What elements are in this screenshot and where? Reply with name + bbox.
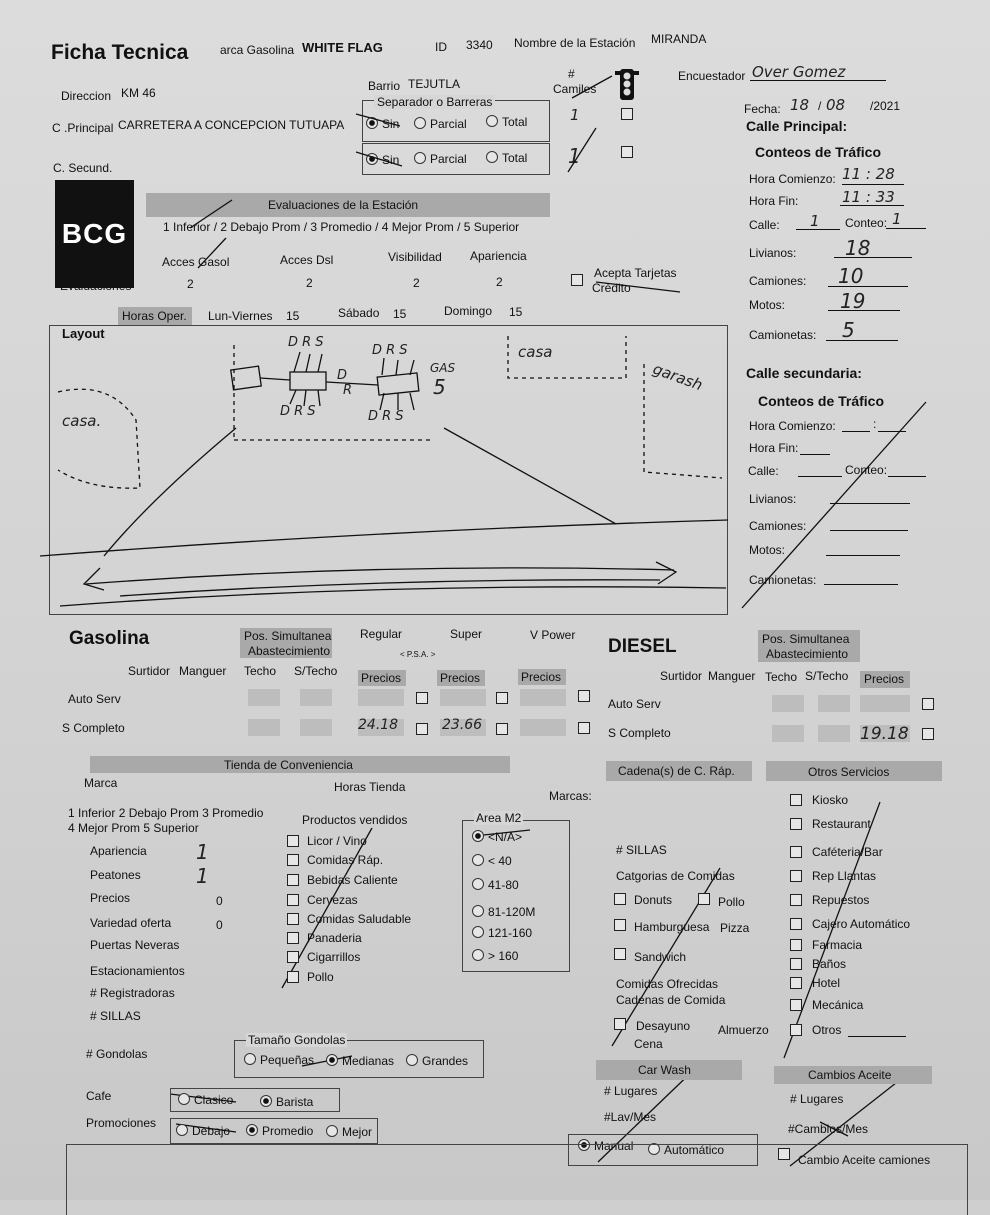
tienda-horas: Horas Tienda [334,780,406,794]
ts-colon: : [873,417,877,431]
tienda-apariencia-value: 1 [196,840,209,864]
fecha-year: /2021 [870,99,901,113]
tam-medianas[interactable]: Medianas [326,1054,394,1068]
ts-camiones-label: Camiones: [749,519,807,533]
otros-checkbox[interactable] [790,894,802,906]
diesel-as-stecho[interactable] [818,695,850,712]
diesel-abast-label: Abastecimiento [766,647,849,661]
area-option[interactable]: <N/A> [472,830,522,844]
diesel-s-completo-label: S Completo [608,726,671,740]
diesel-stecho: S/Techo [805,669,849,683]
tp-camionetas-label: Camionetas: [749,328,817,342]
promo-mejor[interactable]: Mejor [326,1125,372,1139]
otros-checkbox[interactable] [790,870,802,882]
layout-gas: GAS [430,361,456,375]
calle-principal-heading: Calle Principal: [746,118,848,134]
cat-sandwich-check[interactable] [614,948,626,960]
gas-as-vpower[interactable] [520,689,566,706]
aceite-cambios: #Cambios/Mes [788,1122,869,1136]
diesel-pos-label: Pos. Simultanea [762,632,850,646]
carwash-manual[interactable]: Manual [578,1139,633,1153]
cat-donuts: Donuts [634,893,673,907]
layout-label: Layout [62,326,105,341]
gas-abast-label: Abastecimiento [248,644,331,658]
gas-as-stecho[interactable] [300,689,332,706]
producto-checkbox[interactable] [287,913,299,925]
cat-title: Catgorias de Comidas [616,869,735,883]
acces-dsl-label: Acces Dsl [280,253,334,267]
ofrecidas-2: Cadenas de Comida [616,993,726,1007]
producto-checkbox[interactable] [287,874,299,886]
producto-checkbox[interactable] [287,951,299,963]
semaforo-principal-checkbox[interactable] [621,108,633,120]
cadenas-marcas: Marcas: [549,789,592,803]
producto-label: Cervezas [307,893,358,907]
cprincipal-value: CARRETERA A CONCEPCION TUTUAPA [118,118,345,132]
ts-calle-label: Calle: [748,464,779,478]
diesel-manguer: Manguer [708,669,756,683]
otros-title: Otros Servicios [808,765,890,779]
tienda-marca: Marca [84,776,118,790]
otros-label: Mecánica [812,998,864,1012]
tp-livianos-value: 18 [845,236,871,260]
encuestador-value: Over Gomez [752,63,846,81]
tienda-variedad-value: 0 [216,918,223,932]
layout-garage: garash [650,359,705,395]
tp-camionetas-value: 5 [842,318,855,342]
ofrecidas-1: Comidas Ofrecidas [616,977,719,991]
marca-value: WHITE FLAG [302,40,383,55]
acces-gasol-label: Acces Gasol [162,255,230,269]
otros-checkbox[interactable] [790,818,802,830]
tienda-peatones-value: 1 [196,864,209,888]
tienda-title: Tienda de Conveniencia [224,758,353,772]
psa-label: < P.S.A. > [400,650,436,659]
visibilidad-value: 2 [413,276,420,290]
layout-casa-right: casa [518,343,553,361]
precio-super-label: Precios [440,671,481,685]
diesel-sc-stecho[interactable] [818,725,850,742]
otros-label: Hotel [812,976,841,990]
cadenas-sillas: # SILLAS [616,843,667,857]
evaluaciones-title: Evaluaciones de la Estación [268,198,419,212]
carwash-lavmes: #Lav/Mes [604,1110,657,1124]
gas-s-completo-label: S Completo [62,721,125,735]
otros-label: Otros [812,1023,842,1037]
camiles-hash: # [568,67,575,81]
diesel-precios-label: Precios [864,672,905,686]
regular-label: Regular [360,627,403,641]
tarjetas-label: Acepta Tarjetas [594,266,677,280]
otros-checkbox[interactable] [790,1024,802,1036]
barrio-value: TEJUTLA [408,77,461,91]
layout-five: 5 [433,375,446,399]
dom-label: Domingo [444,304,493,318]
area-option[interactable]: > 160 [472,949,518,963]
producto-checkbox[interactable] [287,835,299,847]
semaforo-secund-checkbox[interactable] [621,146,633,158]
tienda-sillas-label: # SILLAS [90,1009,141,1023]
station-value: MIRANDA [651,32,707,46]
gas-sc-super-check[interactable] [496,723,508,735]
cs-parcial-option[interactable]: Parcial [414,152,467,166]
cat-sandwich: Sandwich [634,950,687,964]
tienda-variedad-label: Variedad oferta [90,916,172,930]
cp-sin-option[interactable]: Sin [366,117,399,131]
tp-conteo-value: 1 [892,210,902,228]
sab-value: 15 [393,307,407,321]
desayuno-check[interactable] [614,1018,626,1030]
gas-techo: Techo [244,664,277,678]
cat-hamburguesa-check[interactable] [614,919,626,931]
evaluaciones-row-label: Evaluaciones [60,279,132,293]
visibilidad-label: Visibilidad [388,250,442,264]
gas-sc-techo[interactable] [248,719,280,736]
ts-hora-comienzo-label: Hora Comienzo: [749,419,836,433]
tp-camiones-label: Camiones: [749,274,807,288]
tam-grandes[interactable]: Grandes [406,1054,468,1068]
area-option[interactable]: 81-120M [472,905,535,919]
tp-hora-fin-label: Hora Fin: [749,194,799,208]
area-title: Area M2 [476,811,522,825]
aceite-camiones: Cambio Aceite camiones [798,1153,931,1167]
id-label: ID [435,40,447,54]
productos-title: Productos vendidos [302,813,408,827]
conteos-secund-title: Conteos de Tráfico [758,393,885,409]
layout-d: D [337,368,348,383]
producto-checkbox[interactable] [287,971,299,983]
cafe-clasico[interactable]: Clasico [178,1093,233,1107]
producto-checkbox[interactable] [287,854,299,866]
credito-label: Crédito [592,281,631,295]
bcg-logo: BCG [55,180,134,288]
tienda-apariencia-label: Apariencia [90,844,147,858]
apariencia-label: Apariencia [470,249,527,263]
sab-label: Sábado [338,306,380,320]
lv-label: Lun-Viernes [208,309,273,323]
area-option[interactable]: 121-160 [472,926,532,940]
producto-label: Pollo [307,970,334,984]
otros-label: Repuestos [812,893,870,907]
gas-manguer: Manguer [179,664,227,678]
gas-as-regular[interactable] [358,689,404,706]
carwash-lugares: # Lugares [604,1084,658,1098]
layout-drs-2: D R S [372,343,408,358]
aceite-title: Cambios Aceite [808,1068,892,1082]
promo-promedio[interactable]: Promedio [246,1124,313,1138]
carwash-automatico[interactable]: Automático [648,1143,724,1157]
layout-drs-3: D R S [280,404,316,419]
layout-casa-left: casa. [62,412,102,430]
otros-checkbox[interactable] [790,918,802,930]
otros-checkbox[interactable] [790,794,802,806]
gas-as-regular-check[interactable] [416,692,428,704]
traffic-light-icon [614,68,640,102]
fecha-label: Fecha: [744,102,781,116]
producto-label: Bebidas Caliente [307,873,398,887]
price-regular-value: 24.18 [358,717,399,733]
producto-label: Cigarrillos [307,950,361,964]
layout-r: R [343,383,353,398]
cprincipal-label: C .Principal [52,121,114,135]
cat-hamburguesa: Hamburguesa [634,920,710,934]
eval-scale: 1 Inferior / 2 Debajo Prom / 3 Promedio / 4 Mejor Prom / 5 Superior [163,220,520,234]
tienda-neveras-label: Puertas Neveras [90,938,180,952]
station-label: Nombre de la Estación [514,36,636,50]
diesel-price-value: 19.18 [860,724,909,744]
super-label: Super [450,627,483,641]
producto-label: Comidas Ráp. [307,853,384,867]
cat-donuts-check[interactable] [614,893,626,905]
layout-drs-1: D R S [288,335,324,350]
tp-motos-value: 19 [840,289,866,313]
ts-livianos-label: Livianos: [749,492,797,506]
vpower-label: V Power [530,628,576,642]
gas-as-techo[interactable] [248,689,280,706]
area-option[interactable]: 41-80 [472,878,519,892]
otros-checkbox[interactable] [790,958,802,970]
carwash-title: Car Wash [638,1063,691,1077]
gasolina-title: Gasolina [69,628,150,649]
layout-frame [49,325,728,615]
area-option[interactable]: < 40 [472,854,512,868]
diesel-techo: Techo [765,670,798,684]
producto-checkbox[interactable] [287,932,299,944]
otros-label: Caféteria/Bar [812,845,883,859]
tp-camiones-value: 10 [838,264,864,288]
tam-title: Tamaño Gondolas [248,1033,346,1047]
gas-sc-stecho[interactable] [300,719,332,736]
marca-label: arca Gasolina [220,43,295,57]
tienda-scale-2: 4 Mejor Prom 5 Superior [68,821,199,835]
producto-checkbox[interactable] [287,894,299,906]
gas-sc-regular-check[interactable] [416,723,428,735]
tp-hora-fin-value: 11 : 33 [842,188,895,206]
gas-stecho: S/Techo [294,664,338,678]
otros-label: Cajero Automático [812,917,911,931]
tienda-peatones-label: Peatones [90,868,141,882]
producto-label: Panaderia [307,931,362,945]
ts-camionetas-label: Camionetas: [749,573,817,587]
calle-secundaria-heading: Calle secundaria: [746,365,862,381]
gas-auto-serv-label: Auto Serv [68,692,121,706]
otros-checkbox[interactable] [790,846,802,858]
cadenas-title: Cadena(s) de C. Ráp. [618,764,735,778]
diesel-surtidor: Surtidor [660,669,703,683]
tp-conteo-label: Conteo: [845,216,888,230]
tienda-precios-label: Precios [90,891,131,905]
ts-hora-fin-label: Hora Fin: [749,441,799,455]
survey-sheet: Ficha Tecnica arca Gasolina WHITE FLAG ID 3340 Nombre de la Estación MIRANDA Encuestador Over Gomez Direccion KM 46 Barrio TEJUTLA # Camiles Separador o Barreras Sin Parcial Total Sin Parcial Total 1 1 C .Principal CARRETERA A CONCEPCION TUTUAPA C. Secund. Fecha: 18 / 08 /2021 BCG Evaluaciones de la Estación 1 Inferior / 2 Debajo Prom / 3 Promedio / 4 Mejor Prom / 5 Superior Acces Gasol Acces Dsl Visibilidad Apariencia Evaluaciones 2 2 2 2 Acepta Tarjetas Crédito Horas Oper. Lun-Viernes 15 Sábado 15 Domingo 15 Calle Principal: Conteos de Tráfico Hora Comienzo: 11 : 28 Hora Fin: 11 : 33 Calle: 1 Conteo: 1 Livianos: 18 Camiones: 10 Motos: 19 Camionetas: 5 Calle secundaria: Conteos de Tráfico Hora Comienzo: : Hora Fin: Calle: Conteo: Livianos: Camiones: Motos: Camionetas: Layout casa. casa garash D R S D R S D R S D R S D R GAS 5 Gasolina Pos. Simultanea Abastecimiento Regular Super V Power < P.S.A. > Surtidor Manguer Techo S/Techo Precios Precios Precios Auto Serv S Completo 24.18 23.66 DIESEL Pos. Simultanea Abastecimiento Surtidor Manguer Techo S/Techo Precios Auto Serv S Completo 19.18 Tienda de Conveniencia Marca Horas Tienda 1 Inferior 2 Debajo Prom 3 Promedio 4 Mejor Prom 5 Superior Apariencia 1 Peatones 1 Precios 0 Variedad oferta 0 Puertas Neveras Estacionamientos # Registradoras # SILLAS # Gondolas Productos vendidos Licor / Vino Comidas Ráp. Bebidas Caliente Cervezas Comidas Saludable Panaderia Cigarrillos Pollo Area M2 <N/A> < 40 41-80 81-120M 121-160 > 160 Tamaño Gondolas Pequeñas Medianas Grandes Cafe Clasico Barista Promociones Debajo Promedio Mejor Cadena(s) de C. Ráp. Marcas: # SILLAS Catgorias de Comidas Donuts Pollo Hamburguesa Pizza Sandwich Comidas Ofrecidas Cadenas de Comida Desayuno Almuerzo Cena Otros Servicios Kiosko Restaurant Caféteria/Bar Rep Llantas Repuestos Cajero Automático Farmacia Baños Hotel Mecánica Otros Car Wash # Lugares #Lav/Mes Manual Automático Cambios Aceite # Lugares #Cambios/Mes Cambio Aceite camiones [0,0,990,1200]
acces-gasol-value: 2 [187,277,194,291]
gas-pos-label: Pos. Simultanea [244,629,332,643]
diesel-as-check[interactable] [922,698,934,710]
tp-livianos-label: Livianos: [749,246,797,260]
cafe-barista[interactable]: Barista [260,1095,313,1109]
dom-value: 15 [509,305,523,319]
otros-label: Kiosko [812,793,849,807]
cat-pollo: Pollo [718,895,745,909]
fecha-month: 08 [826,96,846,114]
conteos-principal-title: Conteos de Tráfico [755,144,882,160]
tp-motos-label: Motos: [749,298,786,312]
separador-label: Separador o Barreras [374,95,495,109]
producto-label: Licor / Vino [307,834,367,848]
diesel-sc-check[interactable] [922,728,934,740]
fecha-day: 18 [790,96,810,114]
camiles-secund: 1 [568,144,581,168]
tp-calle-value: 1 [810,212,820,230]
precio-vpower-label: Precios [521,670,562,684]
apariencia-value: 2 [496,275,503,289]
tienda-precios-value: 0 [216,894,223,908]
csecund-label: C. Secund. [53,161,113,175]
tienda-registradoras-label: # Registradoras [90,986,175,1000]
gas-surtidor: Surtidor [128,664,171,678]
promo-debajo[interactable]: Debajo [176,1124,230,1138]
almuerzo-label: Almuerzo [718,1023,769,1037]
horas-label: Horas Oper. [122,309,187,323]
gas-sc-vpower-check[interactable] [578,722,590,734]
direccion-value: KM 46 [121,86,156,100]
otros-checkbox[interactable] [790,977,802,989]
desayuno-label: Desayuno [636,1019,691,1033]
otros-label: Farmacia [812,938,863,952]
gas-as-super[interactable] [440,689,486,706]
cs-total-option[interactable]: Total [486,151,527,165]
gas-as-vpower-check[interactable] [578,690,590,702]
gondolas-label: # Gondolas [86,1047,148,1061]
cena-label: Cena [634,1037,663,1051]
diesel-title: DIESEL [608,636,677,657]
cp-parcial-option[interactable]: Parcial [414,117,467,131]
cat-pizza: Pizza [720,921,750,935]
tp-hora-comienzo-label: Hora Comienzo: [749,172,836,186]
lv-value: 15 [286,309,300,323]
aceite-lugares: # Lugares [790,1092,844,1106]
direccion-label: Direccion [61,89,112,103]
id-value: 3340 [466,38,493,52]
tienda-estacionamientos-label: Estacionamientos [90,964,185,978]
comments-box[interactable] [66,1144,968,1215]
diesel-sc-techo[interactable] [772,725,804,742]
ts-motos-label: Motos: [749,543,786,557]
cs-sin-option[interactable]: Sin [366,153,399,167]
form-title: Ficha Tecnica [51,41,189,64]
layout-drs-4: D R S [368,409,404,424]
producto-label: Comidas Saludable [307,912,412,926]
encuestador-label: Encuestador [678,69,746,83]
otros-label: Restaurant [812,817,871,831]
diesel-as-techo[interactable] [772,695,804,712]
tp-hora-comienzo-value: 11 : 28 [842,165,895,183]
tam-pequenas[interactable]: Pequeñas [244,1053,314,1067]
tp-calle-label: Calle: [749,218,780,232]
barrio-label: Barrio [368,79,401,93]
camiles-principal: 1 [570,106,580,124]
promociones-label: Promociones [86,1116,157,1130]
gas-sc-vpower[interactable] [520,719,566,736]
ts-conteo-label: Conteo: [845,463,888,477]
acces-dsl-value: 2 [306,276,313,290]
cat-pollo-check[interactable] [698,893,710,905]
otros-label: Baños [812,957,847,971]
otros-checkbox[interactable] [790,999,802,1011]
tarjetas-checkbox[interactable] [571,274,583,286]
otros-label: Rep Llantas [812,869,877,883]
tienda-scale-1: 1 Inferior 2 Debajo Prom 3 Promedio [68,806,264,820]
diesel-auto-serv-label: Auto Serv [608,697,661,711]
otros-checkbox[interactable] [790,939,802,951]
diesel-as-price[interactable] [860,695,910,712]
price-super-value: 23.66 [442,717,483,733]
cafe-label: Cafe [86,1089,112,1103]
gas-as-super-check[interactable] [496,692,508,704]
camiles-label: Camiles [553,82,597,96]
cp-total-option[interactable]: Total [486,115,527,129]
precio-regular-label: Precios [361,671,402,685]
